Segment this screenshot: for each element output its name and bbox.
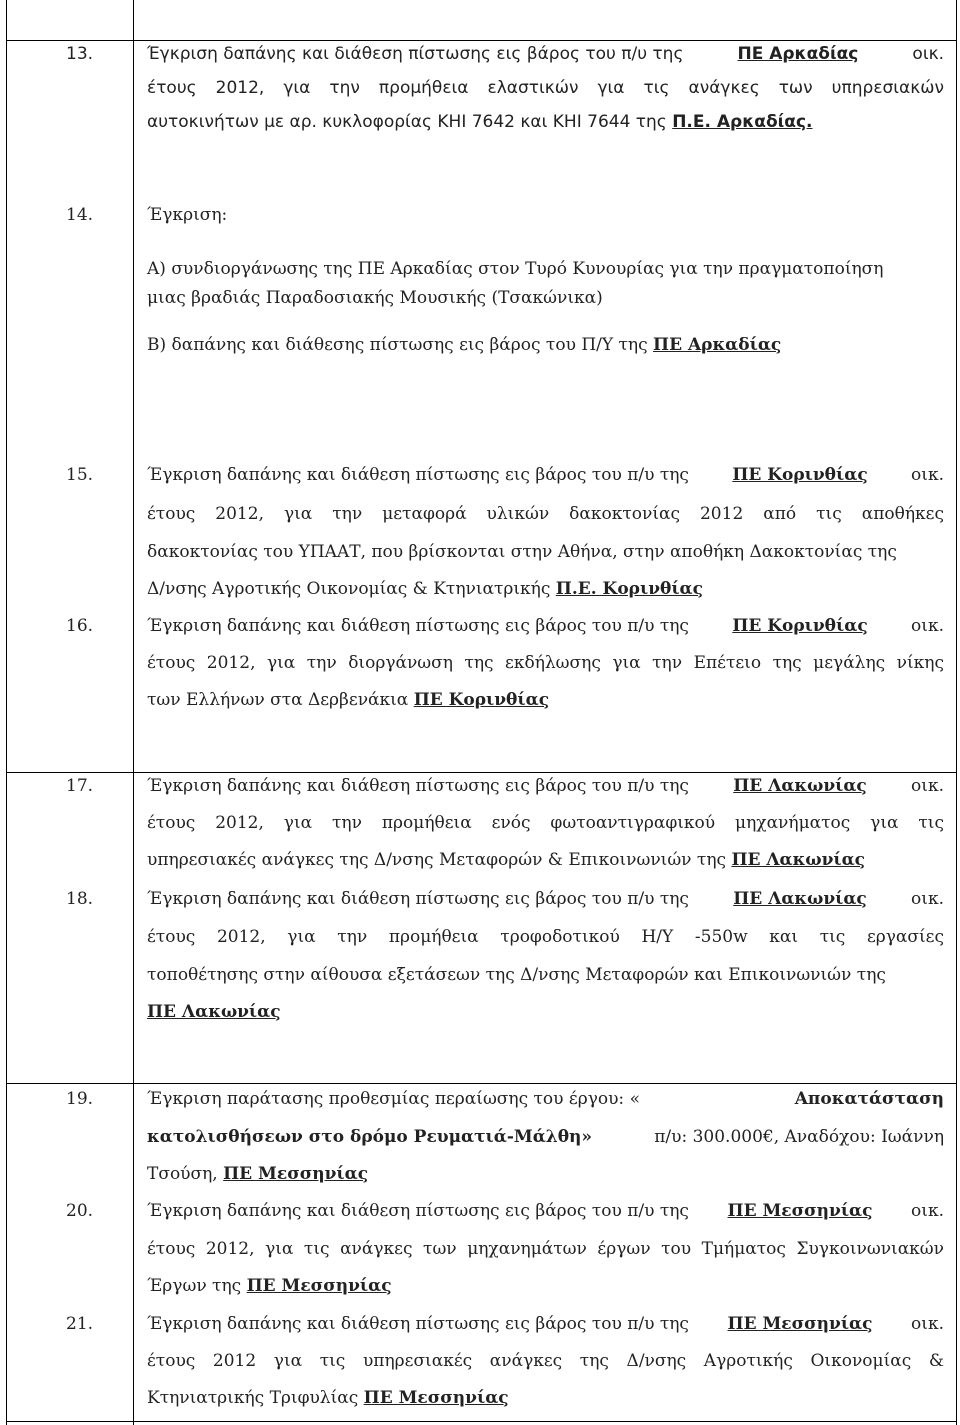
item-line: Έγκριση δαπάνης και διάθεση πίστωσης εις βάρος του π/υ της ΠΕ Μεσσηνίας οικ.	[147, 1314, 944, 1334]
item-line: Έγκριση δαπάνης και διάθεση πίστωσης εις βάρος του π/υ της ΠΕ Μεσσηνίας οικ.	[147, 1201, 944, 1221]
item-title: Έγκριση:	[147, 205, 228, 225]
item-number: 18.	[66, 889, 94, 909]
item-number: 21.	[66, 1314, 94, 1334]
item-number: 13.	[66, 44, 94, 64]
item-line: Κτηνιατρικής Τριφυλίας ΠΕ Μεσσηνίας	[147, 1388, 509, 1408]
row-divider	[6, 1421, 957, 1422]
item-number: 17.	[66, 776, 94, 796]
table-border-left	[6, 0, 7, 1425]
item-line: έτους 2012, για την προμήθεια τροφοδοτικού Η/Υ -550w και τις εργασίες	[147, 927, 944, 947]
item-number: 19.	[66, 1089, 94, 1109]
table-border-right	[956, 0, 957, 1425]
item-line: υπηρεσιακές ανάγκες της Δ/νσης Μεταφορών & Επικοινωνιών της ΠΕ Λακωνίας	[147, 850, 866, 870]
item-number: 15.	[66, 465, 94, 485]
item-line: Έγκριση δαπάνης και διάθεση πίστωσης εις βάρος του π/υ της ΠΕ Λακωνίας οικ.	[147, 776, 944, 796]
row-divider	[6, 772, 957, 773]
item-number: 14.	[66, 205, 94, 225]
item-line: Έγκριση δαπάνης και διάθεση πίστωσης εις βάρος του π/υ της ΠΕ Κορινθίας οικ.	[147, 616, 944, 636]
item-line: Β) δαπάνης και διάθεσης πίστωσης εις βάρος του Π/Υ της ΠΕ Αρκαδίας	[147, 335, 782, 355]
item-line: έτους 2012, για την διοργάνωση της εκδήλωσης για την Επέτειο της μεγάλης νίκης	[147, 653, 944, 673]
item-line: των Ελλήνων στα Δερβενάκια ΠΕ Κορινθίας	[147, 690, 550, 710]
item-line: Έγκριση δαπάνης και διάθεση πίστωσης εις βάρος του π/υ της ΠΕ Λακωνίας οικ.	[147, 889, 944, 909]
item-line: κατολισθήσεων στο δρόμο Ρευματιά-Μάλθη» π/υ: 300.000€, Αναδόχου: Ιωάννη	[147, 1127, 944, 1147]
item-line: έτους 2012 για τις υπηρεσιακές ανάγκες της Δ/νσης Αγροτικής Οικονομίας &	[147, 1351, 944, 1371]
item-line: τοποθέτησης στην αίθουσα εξετάσεων της Δ/νσης Μεταφορών και Επικοινωνιών της	[147, 965, 886, 985]
table-border-col	[133, 0, 134, 1425]
item-line: Α) συνδιοργάνωσης της ΠΕ Αρκαδίας στον Τυρό Κυνουρίας για την πραγματοποίηση	[147, 259, 884, 279]
row-divider	[6, 40, 957, 41]
item-line: Δ/νσης Αγροτικής Οικονομίας & Κτηνιατρικής Π.Ε. Κορινθίας	[147, 579, 703, 599]
item-line: Έγκριση δαπάνης και διάθεση πίστωσης εις βάρος του π/υ της ΠΕ Αρκαδίας οικ.	[147, 44, 944, 64]
item-line: έτους 2012, για τις ανάγκες των μηχανημάτων έργων του Τμήματος Συγκοινωνιακών	[147, 1239, 944, 1259]
item-line: Έγκριση παράτασης προθεσμίας περαίωσης του έργου: « Αποκατάσταση	[147, 1089, 944, 1109]
item-line: αυτοκινήτων με αρ. κυκλοφορίας ΚΗΙ 7642 και ΚΗΙ 7644 της Π.Ε. Αρκαδίας.	[147, 112, 813, 132]
item-number: 20.	[66, 1201, 94, 1221]
item-line: Τσούση, ΠΕ Μεσσηνίας	[147, 1164, 369, 1184]
item-line: έτους 2012, για την προμήθεια ελαστικών για τις ανάγκες των υπηρεσιακών	[147, 78, 944, 98]
item-line: μιας βραδιάς Παραδοσιακής Μουσικής (Τσακώνικα)	[147, 288, 603, 308]
row-divider	[6, 1083, 957, 1084]
item-number: 16.	[66, 616, 94, 636]
item-line: έτους 2012, για την μεταφορά υλικών δακοκτονίας 2012 από τις αποθήκες	[147, 504, 944, 524]
item-line: Έργων της ΠΕ Μεσσηνίας	[147, 1276, 392, 1296]
item-line: Έγκριση δαπάνης και διάθεση πίστωσης εις βάρος του π/υ της ΠΕ Κορινθίας οικ.	[147, 465, 944, 485]
item-line: ΠΕ Λακωνίας	[147, 1002, 281, 1022]
item-line: έτους 2012, για την προμήθεια ενός φωτοαντιγραφικού μηχανήματος για τις	[147, 813, 944, 833]
item-line: δακοκτονίας του ΥΠΑΑΤ, που βρίσκονται στην Αθήνα, στην αποθήκη Δακοκτονίας της	[147, 542, 897, 562]
